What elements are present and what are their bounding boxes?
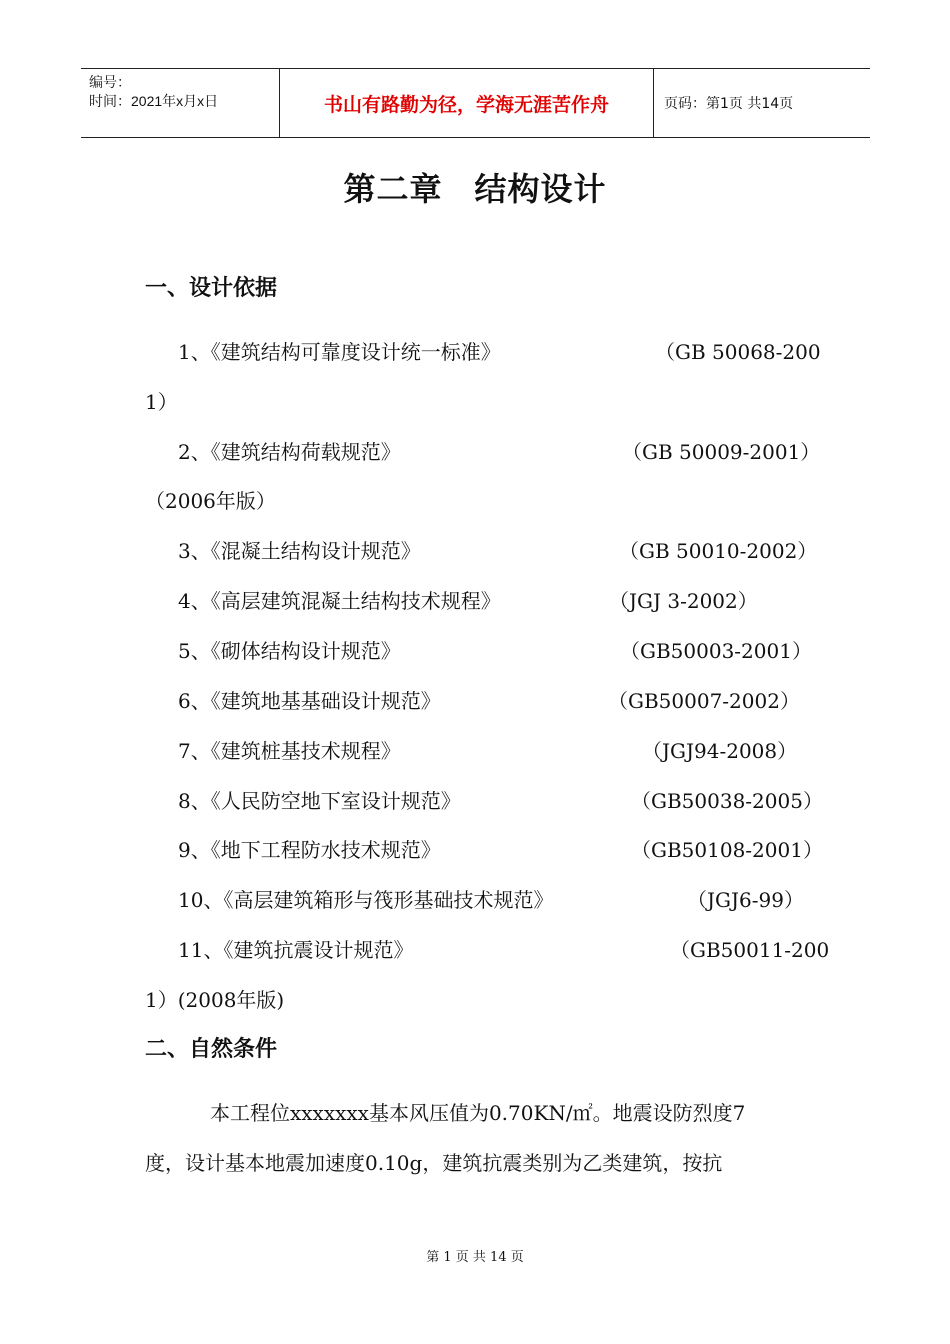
standard-item: 4、《高层建筑混凝土结构技术规程》	[178, 589, 501, 613]
standard-code: （JGJ 3-2002）	[609, 589, 758, 613]
standard-item: 9、《地下工程防水技术规范》	[178, 838, 441, 862]
standard-code: （JGJ94-2008）	[642, 739, 798, 763]
standard-item: 10、《高层建筑箱形与筏形基础技术规范》	[178, 888, 554, 912]
standard-item: 6、《建筑地基基础设计规范》	[178, 689, 441, 713]
standard-code: （GB50003-2001）	[620, 639, 812, 663]
standard-code-continued: 1）	[145, 390, 178, 414]
page-footer: 第 1 页 共 14 页	[426, 1250, 524, 1265]
section-heading-design-basis: 一、设计依据	[145, 276, 278, 301]
paragraph-line: 本工程位xxxxxxx基本风压值为0.70KN/㎡。地震设防烈度7	[210, 1101, 746, 1125]
standard-code-continued: （2006年版）	[145, 489, 276, 513]
document-number-label: 编号：	[89, 74, 131, 90]
standard-code: （JGJ6-99）	[687, 888, 804, 912]
chapter-number: 第二章	[343, 170, 443, 208]
header-motto: 书山有路勤为径，学海无涯苦作舟	[280, 69, 654, 137]
standard-item: 11、《建筑抗震设计规范》	[178, 938, 414, 962]
standard-code: （GB50011-200	[670, 938, 830, 962]
standard-code-continued: 1）(2008年版)	[145, 988, 285, 1012]
standard-item: 8、《人民防空地下室设计规范》	[178, 789, 461, 813]
document-time-label: 时间：2021年x月x日	[89, 93, 219, 109]
section-heading-natural-conditions: 二、自然条件	[145, 1037, 278, 1062]
standard-item: 3、《混凝土结构设计规范》	[178, 539, 421, 563]
standard-item: 7、《建筑桩基技术规程》	[178, 739, 401, 763]
header-page-info: 页码：第1页 共14页	[664, 96, 794, 112]
standard-code: （GB50038-2005）	[631, 789, 823, 813]
standard-code: （GB50007-2002）	[608, 689, 800, 713]
standard-item: 2、《建筑结构荷载规范》	[178, 440, 401, 464]
standard-code: （GB 50009-2001）	[622, 440, 821, 464]
standard-code: （GB 50010-2002）	[619, 539, 818, 563]
standard-item: 1、《建筑结构可靠度设计统一标准》	[178, 340, 501, 364]
chapter-name: 结构设计	[474, 170, 607, 208]
header-meta-cell	[81, 69, 280, 137]
standard-code: （GB 50068-200	[655, 340, 821, 364]
chapter-title	[0, 164, 950, 210]
page-header	[81, 68, 870, 138]
standard-code: （GB50108-2001）	[631, 838, 823, 862]
paragraph-line: 度，设计基本地震加速度0.10g，建筑抗震类别为乙类建筑，按抗	[145, 1151, 723, 1175]
standard-item: 5、《砌体结构设计规范》	[178, 639, 401, 663]
